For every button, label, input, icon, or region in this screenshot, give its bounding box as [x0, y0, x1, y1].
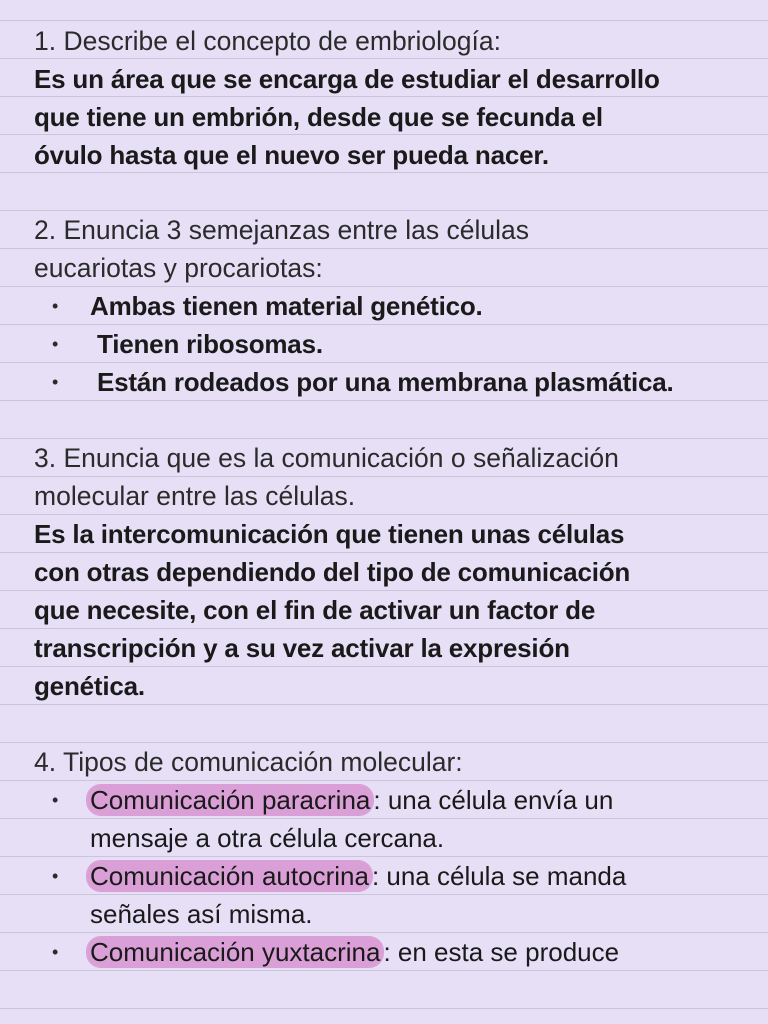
bullet-dot: • [52, 790, 59, 810]
question-3-line-1: 3. Enuncia que es la comunicación o señalización [34, 443, 619, 473]
highlighted-term: Comunicación paracrina [87, 785, 373, 815]
question-3-line-2: molecular entre las células. [34, 481, 356, 511]
answer-3-line-2: con otras dependiendo del tipo de comunicación [34, 557, 631, 587]
answer-3-line-4: transcripción y a su vez activar la expresión [34, 633, 570, 663]
highlighted-term: Comunicación yuxtacrina [87, 937, 383, 967]
bullet-dot: • [52, 334, 59, 354]
bullet-dot: • [52, 866, 59, 886]
bullet-dot: • [52, 296, 59, 316]
answer-3-line-3: que necesite, con el fin de activar un factor de [34, 595, 596, 625]
question-2-line-1: 2. Enuncia 3 semejanzas entre las células [34, 215, 529, 245]
answer-3-line-1: Es la intercomunicación que tienen unas células [34, 519, 625, 549]
term-description: : en esta se produce [383, 937, 620, 967]
term-description: : una célula envía un [373, 785, 614, 815]
question-4: 4. Tipos de comunicación molecular: [34, 747, 463, 777]
bullet-dot: • [52, 372, 59, 392]
communication-type-3 [90, 933, 748, 971]
question-1: 1. Describe el concepto de embriología: [34, 26, 501, 56]
similarity-item-3: Están rodeados por una membrana plasmática. [97, 367, 674, 397]
communication-type-2-continuation: señales así misma. [90, 899, 313, 929]
answer-1-line-1: Es un área que se encarga de estudiar el desarrollo [34, 64, 660, 94]
answer-3-line-5: genética. [34, 671, 145, 701]
term-description: : una célula se manda [371, 861, 627, 891]
communication-type-1 [90, 781, 748, 819]
bullet-dot: • [52, 942, 59, 962]
similarity-item-2: Tienen ribosomas. [97, 329, 323, 359]
answer-1-line-3: óvulo hasta que el nuevo ser pueda nacer. [34, 140, 549, 170]
question-2-line-2: eucariotas y procariotas: [34, 253, 323, 283]
communication-type-2 [90, 857, 748, 895]
communication-type-1-continuation: mensaje a otra célula cercana. [90, 823, 445, 853]
similarity-item-1: Ambas tienen material genético. [90, 291, 483, 321]
highlighted-term: Comunicación autocrina [87, 861, 372, 891]
answer-1-line-2: que tiene un embrión, desde que se fecunda el [34, 102, 603, 132]
